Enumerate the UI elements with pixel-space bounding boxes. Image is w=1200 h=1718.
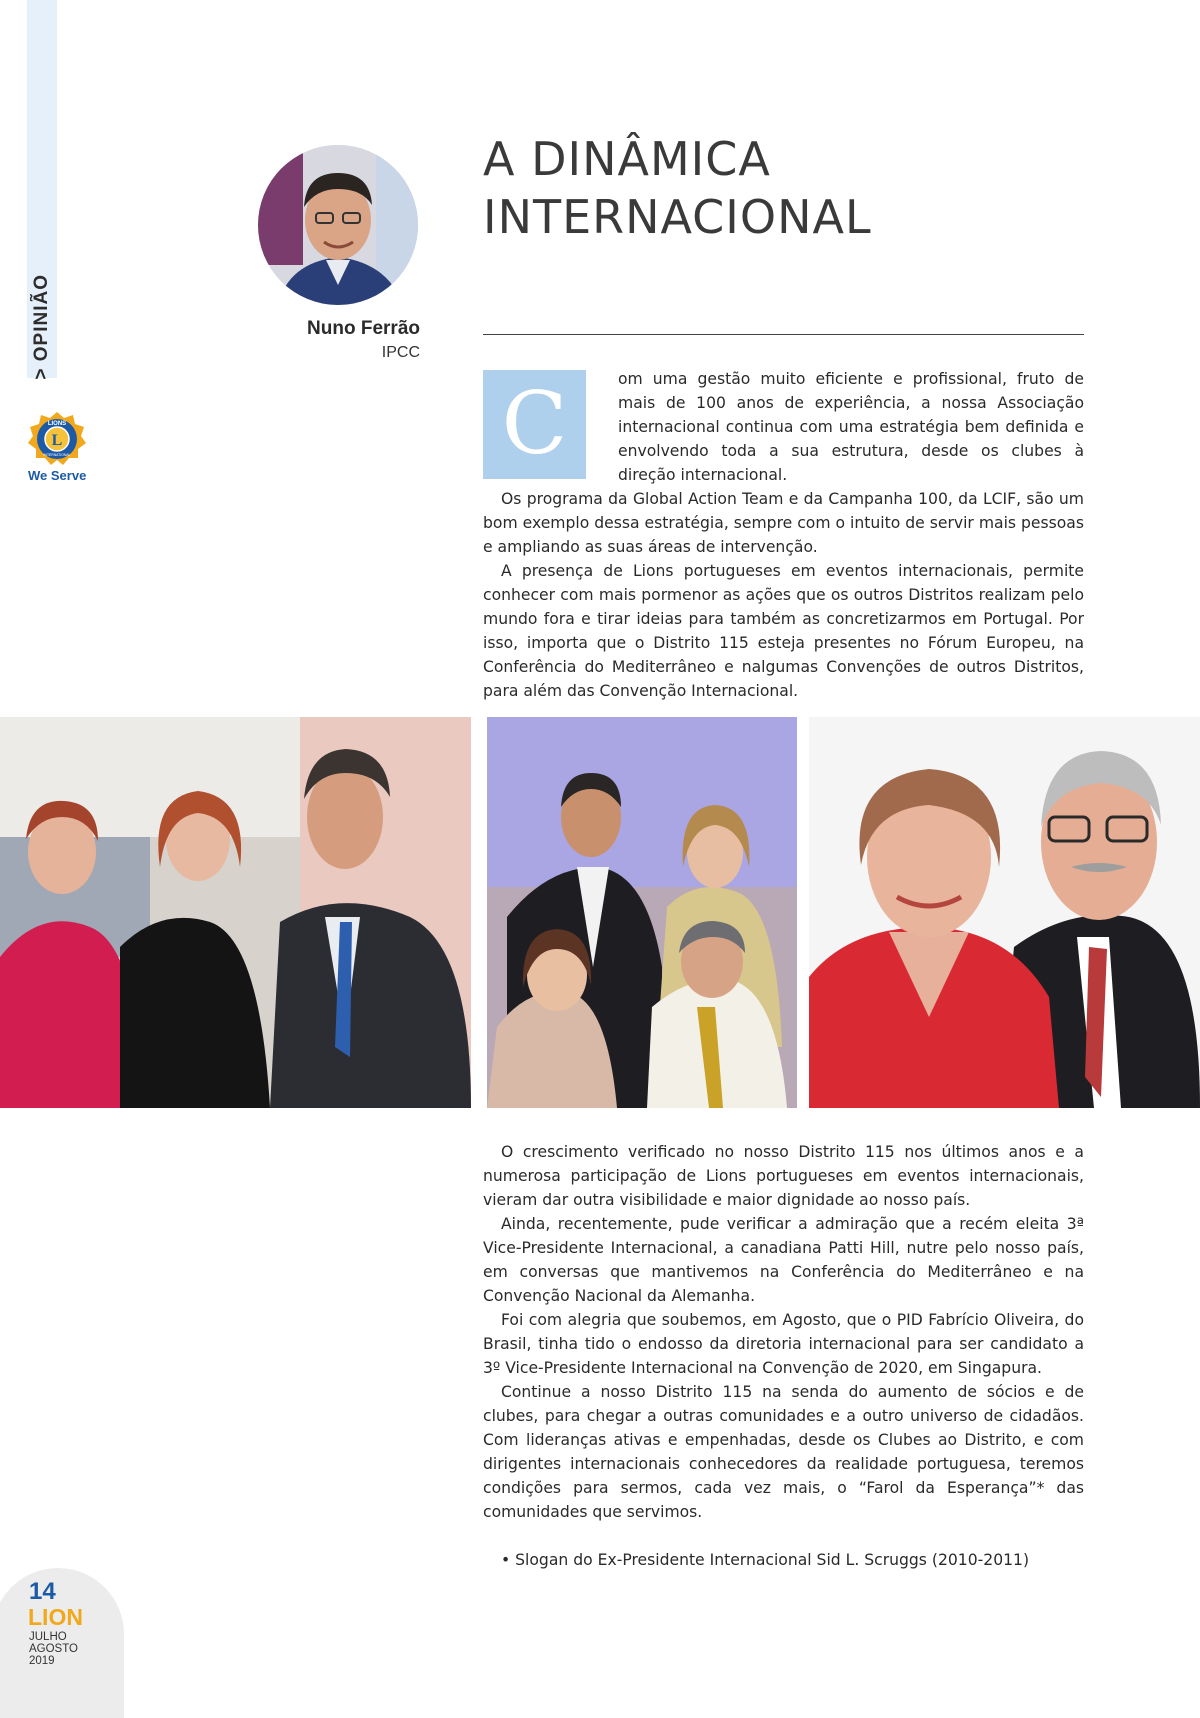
author-role: IPCC	[381, 344, 420, 361]
lions-logo	[26, 410, 88, 468]
photo-group-four	[487, 717, 797, 1108]
issue-date	[29, 1631, 109, 1667]
logo-text-top: LIONS	[47, 421, 67, 427]
page-number: 14	[29, 1578, 56, 1605]
paragraph-7: Continue a nosso Distrito 115 na senda do aumento de sócios e de clubes, para chegar a outras comunidades e a outro universo de cidadãos. Com lideranças ativas e empenhadas, desde os Clubes ao Distrito, e com dirigentes internacionais conhecedores da realidade portuguesa, teremos condições para sermos, cada vez mais, o “Farol da Esperança”* das comunidades que servimos.	[483, 1383, 1084, 1521]
paragraph-6: Foi com alegria que soubemos, em Agosto, que o PID Fabrício Oliveira, do Brasil, tinha tido o endosso da diretoria internacional para ser candidato a 3º Vice-Presidente Internacional na Convenção de 2020, em Singapura.	[483, 1311, 1084, 1377]
article-body-bottom	[483, 1140, 1084, 1572]
photo-group-three	[0, 717, 471, 1108]
paragraph-3: A presença de Lions portugueses em eventos internacionais, permite conhecer com mais pormenor as ações que os outros Distritos realizam pelo mundo fora e tirar ideias para também as concretizarmos em Portugal. Por isso, importa que o Distrito 115 esteja presentes no Fórum Europeu, na Conferência do Mediterrâneo e nalgumas Convenções de outros Distritos, para além das Convenção Internacional.	[483, 562, 1084, 700]
paragraph-2: Os programa da Global Action Team e da Campanha 100, da LCIF, são um bom exemplo dessa estratégia, sempre com o intuito de servir mais pessoas e ampliando as suas áreas de intervenção.	[483, 490, 1084, 556]
author-name: Nuno Ferrão	[307, 318, 420, 339]
magazine-name: LION	[28, 1604, 83, 1630]
title-line-2: INTERNACIONAL	[483, 190, 872, 244]
logo-text-bottom: INTERNATIONAL	[43, 453, 71, 457]
paragraph-4: O crescimento verificado no nosso Distrito 115 nos últimos anos e a numerosa participação de Lions portugueses em eventos internacionais, vieram dar outra visibilidade e maior dignidade ao nosso país.	[483, 1143, 1084, 1209]
issue-month-2: AGOSTO	[29, 1643, 78, 1655]
lions-motto: We Serve	[28, 468, 87, 483]
issue-month-1: JULHO	[29, 1631, 67, 1643]
paragraph-5: Ainda, recentemente, pude verificar a admiração que a recém eleita 3ª Vice-Presidente Internacional, a canadiana Patti Hill, nutre pelo nosso país, em conversas que mantivemos na Conferência do Mediterrâneo e na Convenção Nacional da Alemanha.	[483, 1215, 1084, 1305]
title-line-1: A DINÂMICA	[483, 132, 771, 186]
paragraph-1: om uma gestão muito eficiente e profissional, fruto de mais de 100 anos de experiência, a nossa Associação internacional continua com uma estratégia bem definida e envolvendo toda a sua estrutura, desde os clubes à direção internacional.	[618, 370, 1084, 484]
title-divider	[483, 334, 1084, 335]
logo-letter: L	[51, 432, 63, 449]
drop-cap: C	[483, 370, 586, 479]
article-title	[483, 130, 1103, 246]
footnote: • Slogan do Ex-Presidente Internacional Sid L. Scruggs (2010-2011)	[501, 1551, 1030, 1569]
section-tag: > OPINIÃO	[31, 274, 52, 380]
issue-year: 2019	[29, 1655, 55, 1667]
photo-portrait-pair	[809, 717, 1200, 1108]
article-body-top	[483, 367, 1084, 703]
author-photo	[258, 145, 418, 305]
